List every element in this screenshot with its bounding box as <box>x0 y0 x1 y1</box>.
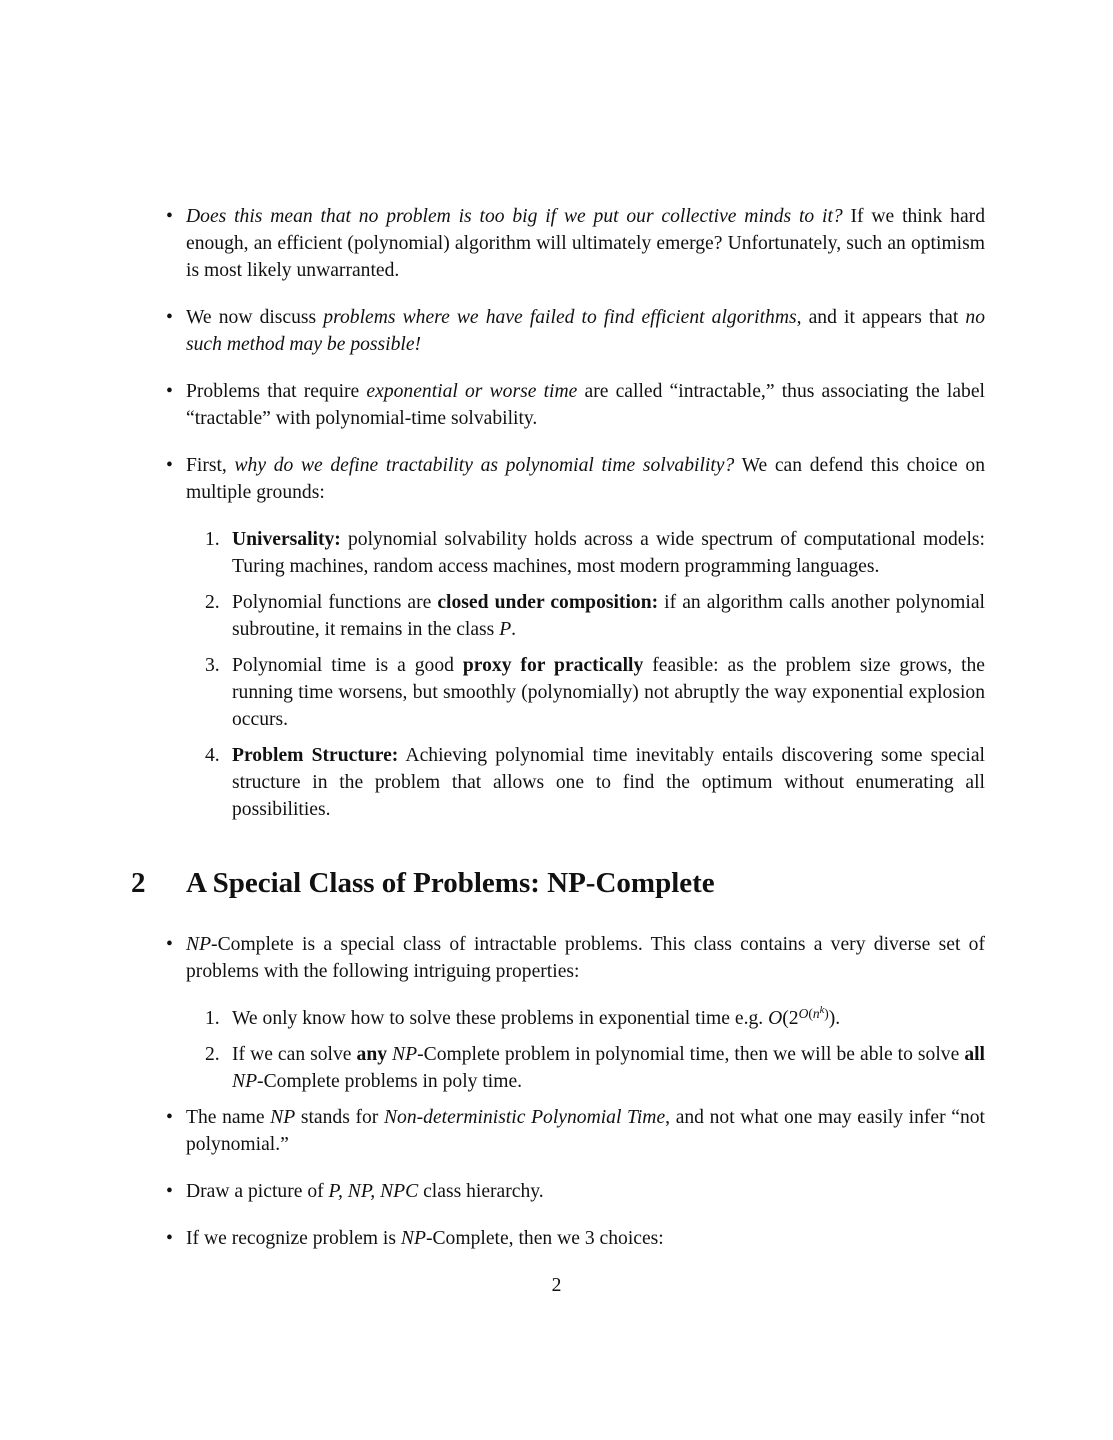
bullet-item <box>131 1225 985 1252</box>
text-run: Achieving polynomial time inevitably entails discovering some special structure in the problem that allows one to find the optimum without enumerating all possibilities. <box>232 745 985 820</box>
text-run: Non-deterministic Polynomial Time <box>383 1107 666 1128</box>
bullet-item <box>131 304 985 358</box>
text-run: feasible: as the problem size grows, the running time worsens, but smoothly (polynomially) not abruptly the way exponential explosion occurs. <box>232 655 986 730</box>
bullet-marker: • <box>166 1107 173 1128</box>
item-text <box>186 1225 985 1252</box>
bullet-item <box>131 203 985 284</box>
text-run: P <box>499 619 512 640</box>
enum-item <box>131 1005 985 1032</box>
text-run: NP <box>400 1228 426 1249</box>
text-run: -Complete, then we 3 choices: <box>425 1228 664 1249</box>
text-run: ( <box>808 1006 813 1021</box>
enum-item <box>131 652 985 733</box>
text-run: why do we define tractability as polynomial time solvability? <box>234 455 735 476</box>
text-run: -Complete is a special class of intractable problems. This class contains a very diverse set of problems with the following intriguing properties: <box>186 934 985 982</box>
text-run: -Complete problem in polynomial time, then we will be able to solve <box>417 1044 965 1065</box>
item-text <box>232 742 985 823</box>
item-text <box>232 1005 985 1032</box>
text-run: NP <box>232 1071 258 1092</box>
item-text <box>186 378 985 432</box>
text-run: if an algorithm calls another polynomial subroutine, it remains in the class <box>232 592 986 640</box>
text-run: problems where we have failed to find efficient algorithms <box>323 307 797 328</box>
bullet-item <box>131 931 985 985</box>
text-run: If we recognize problem is <box>186 1228 401 1249</box>
text-run: O <box>798 1006 809 1021</box>
text-run: k <box>819 1005 825 1016</box>
bullet-marker: • <box>166 934 173 955</box>
text-run: are called “intractable,” thus associating the label “tractable” with polynomial-time solvability. <box>186 381 985 429</box>
bullet-item <box>131 1104 985 1158</box>
text-run: -Complete problems in poly time. <box>257 1071 523 1092</box>
item-text <box>186 203 985 284</box>
item-text <box>186 1178 985 1205</box>
enum-label: 2. <box>205 592 220 613</box>
bullet-marker: • <box>166 455 173 476</box>
text-run: , and not what one may easily infer “not polynomial.” <box>186 1107 985 1155</box>
text-run: We now discuss <box>186 307 324 328</box>
document-content <box>131 203 985 1272</box>
text-run: If we can solve <box>232 1044 357 1065</box>
text-run: (2 <box>782 1008 799 1029</box>
text-run: proxy for practically <box>462 655 644 676</box>
text-run: Problem Structure: <box>232 745 399 766</box>
text-run: . <box>511 619 517 640</box>
text-run: ). <box>828 1008 841 1029</box>
text-run: ) <box>824 1006 829 1021</box>
text-run: n <box>812 1006 820 1021</box>
item-text <box>186 1104 985 1158</box>
text-run: Polynomial time is a good <box>232 655 463 676</box>
bullet-marker: • <box>166 307 173 328</box>
page-number: 2 <box>551 1275 562 1296</box>
bullet-marker: • <box>166 1181 173 1202</box>
text-run: We only know how to solve these problems in exponential time e.g. <box>232 1008 769 1029</box>
bullet-marker: • <box>166 381 173 402</box>
text-run: O <box>768 1008 783 1029</box>
item-text <box>232 526 985 580</box>
text-run: Does this mean that no problem is too big if we put our collective minds to it? <box>186 206 843 227</box>
enum-label: 4. <box>205 745 220 766</box>
text-run: exponential or worse time <box>366 381 578 402</box>
bullet-item <box>131 378 985 432</box>
text-run: class hierarchy. <box>418 1181 544 1202</box>
text-run: Draw a picture of <box>186 1181 329 1202</box>
enum-label: 3. <box>205 655 220 676</box>
item-text <box>232 652 985 733</box>
text-run: no such method may be possible! <box>186 307 986 355</box>
text-run: We can defend this choice on multiple grounds: <box>186 455 985 503</box>
bullet-item <box>131 452 985 506</box>
text-run: polynomial solvability holds across a wide spectrum of computational models: Turing machines, random access machines, most modern programming languages. <box>232 529 985 577</box>
text-run: NP <box>270 1107 296 1128</box>
section-title: A Special Class of Problems: NP-Complete <box>186 867 715 899</box>
section-heading <box>131 865 985 901</box>
item-text <box>186 304 985 358</box>
text-run: If we think hard enough, an efficient (polynomial) algorithm will ultimately emerge? Unfortunately, such an optimism is most likely unwarranted. <box>186 206 985 281</box>
enum-item <box>131 589 985 643</box>
text-run: all <box>964 1044 985 1065</box>
text-run: NP <box>186 934 212 955</box>
text-run: stands for <box>295 1107 384 1128</box>
enum-label: 1. <box>205 529 220 550</box>
bullet-item <box>131 1178 985 1205</box>
text-run: NP <box>392 1044 418 1065</box>
enum-item <box>131 1041 985 1095</box>
text-run: closed under composition: <box>437 592 659 613</box>
enum-label: 2. <box>205 1044 220 1065</box>
item-text <box>232 1041 985 1095</box>
enum-label: 1. <box>205 1008 220 1029</box>
text-run: any <box>356 1044 388 1065</box>
text-run: Problems that require <box>186 381 367 402</box>
text-run: , and it appears that <box>796 307 966 328</box>
item-text <box>186 452 985 506</box>
item-text <box>232 589 985 643</box>
bullet-marker: • <box>166 206 173 227</box>
text-run: Universality: <box>232 529 341 550</box>
text-run: Polynomial functions are <box>232 592 438 613</box>
text-run: The name <box>186 1107 271 1128</box>
enum-item <box>131 526 985 580</box>
item-text <box>186 931 985 985</box>
text-run: First, <box>186 455 235 476</box>
text-run: P, NP, NPC <box>328 1181 419 1202</box>
section-number: 2 <box>131 867 146 899</box>
enum-item <box>131 742 985 823</box>
bullet-marker: • <box>166 1228 173 1249</box>
